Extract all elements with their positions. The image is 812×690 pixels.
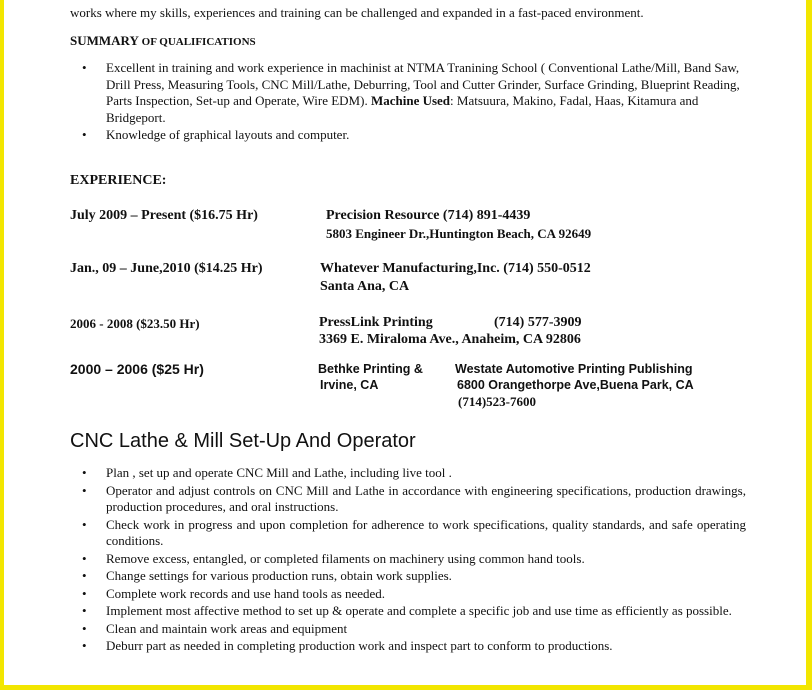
qualification-text: Excellent in training and work experience in machinist at NTMA Tranining School ( Conventional Lathe/Mill, Band Saw, Drill Press, Measuring Tools, CNC Mill/Lathe, Deburring, Tool and Cutter Grinder, Surface Grinding, Blueprint Reading, Parts Inspection, Set-up and Operate, Wire EDM). — [106, 60, 740, 108]
job-address: Santa Ana, CA — [320, 279, 410, 294]
list-item: • Change settings for various production runs, obtain work supplies. — [70, 568, 746, 585]
job-phone: (714) 577-3909 — [494, 315, 582, 330]
job-company: Precision Resource (714) 891-4439 — [326, 208, 531, 223]
duties-list — [70, 465, 746, 656]
summary-heading-b: OF QUALIFICATIONS — [141, 36, 256, 48]
list-item: • Deburr part as needed in completing production work and inspect part to conform to productions. — [70, 638, 746, 655]
job-address: Irvine, CA — [320, 378, 379, 392]
machine-used-label: Machine Used — [370, 93, 451, 108]
job-dates: 2006 - 2008 ($23.50 Hr) — [70, 316, 200, 331]
list-item: • Implement most affective method to set up & operate and complete a specific job and use time as efficiently as possible. — [70, 603, 746, 620]
experience-heading: EXPERIENCE: — [70, 173, 167, 188]
role-heading: CNC Lathe & Mill Set-Up And Operator — [70, 430, 416, 452]
list-item: • Complete work records and use hand tools as needed. — [70, 586, 746, 603]
job-dates: July 2009 – Present ($16.75 Hr) — [70, 208, 258, 223]
resume-page — [4, 0, 806, 685]
job-company: Whatever Manufacturing,Inc. (714) 550-0512 — [320, 261, 591, 276]
job-address-secondary: 6800 Orangethorpe Ave,Buena Park, CA — [457, 378, 694, 392]
list-item — [70, 60, 750, 126]
summary-heading — [70, 33, 256, 49]
list-item: • Operator and adjust controls on CNC Mill and Lathe in accordance with engineering specifications, production drawings, production procedures, and oral instructions. — [70, 483, 746, 516]
job-address: 5803 Engineer Dr.,Huntington Beach, CA 92649 — [326, 226, 592, 241]
job-dates: Jan., 09 – June,2010 ($14.25 Hr) — [70, 261, 263, 276]
machine-used-text: : Matsuura, Makino, Fadal, Haas, Kitamura and Bridgeport. — [106, 93, 699, 125]
objective-text: works where my skills, experiences and training can be challenged and expanded in a fast-paced environment. — [70, 5, 644, 20]
qualifications-list — [70, 60, 750, 145]
job-address: 3369 E. Miraloma Ave., Anaheim, CA 92806 — [319, 332, 581, 347]
job-phone: (714)523-7600 — [458, 394, 536, 409]
job-company: Bethke Printing & — [318, 362, 423, 376]
job-company: PressLink Printing — [319, 315, 433, 330]
list-item — [70, 127, 750, 144]
list-item: • Remove excess, entangled, or completed filaments on machinery using common hand tools. — [70, 551, 746, 568]
summary-heading-a: SUMMARY — [70, 33, 142, 48]
qualification-text: Knowledge of graphical layouts and computer. — [106, 127, 350, 142]
list-item: • Plan , set up and operate CNC Mill and Lathe, including live tool . — [70, 465, 746, 482]
job-dates: 2000 – 2006 ($25 Hr) — [70, 361, 204, 377]
job-company-secondary: Westate Automotive Printing Publishing — [455, 362, 693, 376]
list-item: • Clean and maintain work areas and equipment — [70, 621, 746, 638]
list-item: • Check work in progress and upon completion for adherence to work specifications, quality standards, and safe operating conditions. — [70, 517, 746, 550]
